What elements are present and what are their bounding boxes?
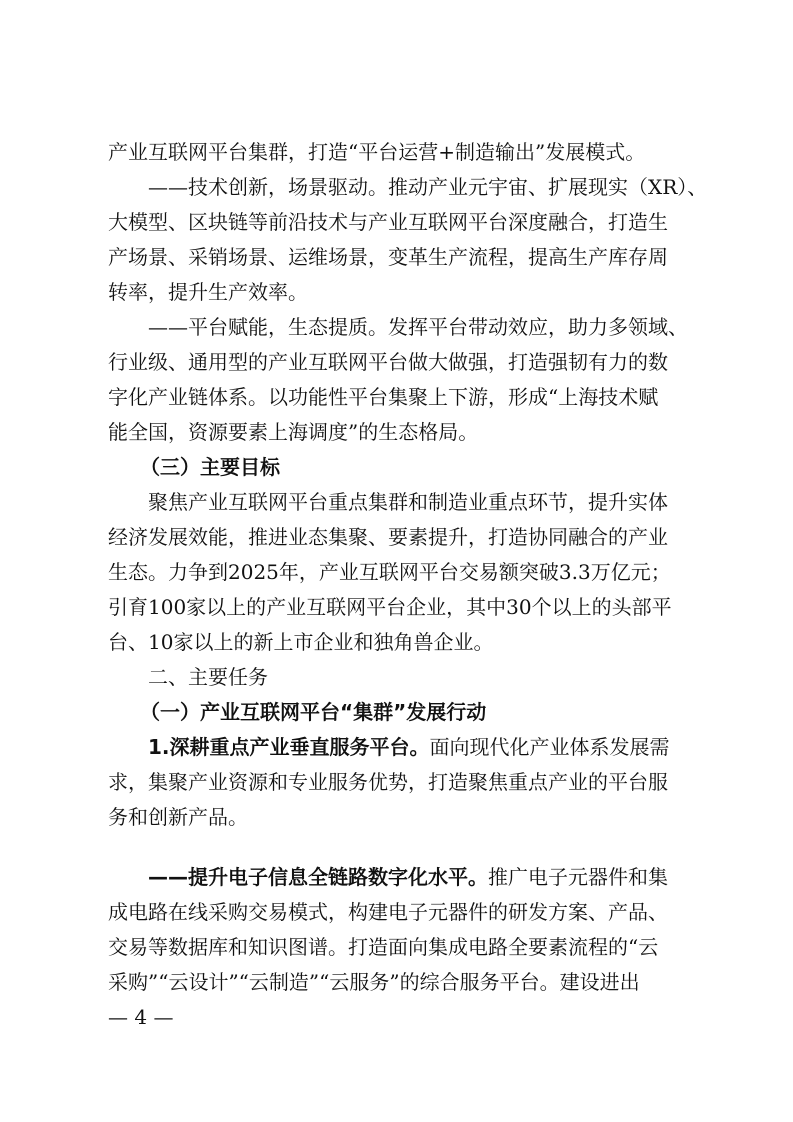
section-heading-action: （一）产业互联网平台“集群”发展行动	[140, 700, 487, 724]
paragraph-line	[148, 732, 670, 762]
paragraph-line: 能全国，资源要素上海调度”的生态格局。	[108, 420, 479, 444]
paragraph-line: ——技术创新，场景驱动。推动产业元宇宙、扩展现实（XR）、	[148, 175, 708, 199]
paragraph-line: 务和创新产品。	[108, 805, 248, 829]
page-number: — 4 —	[108, 1005, 174, 1029]
paragraph-line: 行业级、通用型的产业互联网平台做大做强，打造强韧有力的数	[108, 350, 668, 374]
paragraph-line: 生态。力争到2025年，产业互联网平台交易额突破3.3万亿元；	[108, 560, 671, 584]
section-heading-goals: （三）主要目标	[140, 455, 280, 479]
paragraph-line: 字化产业链体系。以功能性平台集聚上下游，形成“上海技术赋	[108, 385, 659, 409]
paragraph-line	[148, 862, 668, 892]
bold-lead: 1.深耕重点产业垂直服务平台。	[148, 735, 430, 759]
bold-lead: ——提升电子信息全链路数字化水平。	[148, 865, 488, 889]
paragraph-line: 聚焦产业互联网平台重点集群和制造业重点环节，提升实体	[148, 490, 668, 514]
paragraph-line: 交易等数据库和知识图谱。打造面向集成电路全要素流程的“云	[108, 935, 659, 959]
paragraph-line: 产场景、采销场景、运维场景，变革生产流程，提高生产库存周	[108, 245, 668, 269]
paragraph-line: 引育100家以上的产业互联网平台企业，其中30个以上的头部平	[108, 595, 672, 619]
paragraph-line: 成电路在线采购交易模式，构建电子元器件的研发方案、产品、	[108, 900, 668, 924]
paragraph-line: 产业互联网平台集群，打造“平台运营+制造输出”发展模式。	[108, 140, 646, 164]
paragraph-line: 台、10家以上的新上市企业和独角兽企业。	[108, 630, 494, 654]
paragraph-line: 采购”“云设计”“云制造”“云服务”的综合服务平台。建设进出	[108, 970, 640, 994]
paragraph-line: 求，集聚产业资源和专业服务优势，打造聚焦重点产业的平台服	[108, 770, 668, 794]
paragraph-line: 经济发展效能，推进业态集聚、要素提升，打造协同融合的产业	[108, 525, 668, 549]
paragraph-line: ——平台赋能，生态提质。发挥平台带动效应，助力多领域、	[148, 315, 688, 339]
line-rest: 推广电子元器件和集	[488, 865, 668, 889]
line-rest: 面向现代化产业体系发展需	[429, 735, 670, 759]
paragraph-line: 大模型、区块链等前沿技术与产业互联网平台深度融合，打造生	[108, 210, 668, 234]
section-heading-tasks: 二、主要任务	[148, 665, 268, 689]
paragraph-line: 转率，提升生产效率。	[108, 280, 308, 304]
